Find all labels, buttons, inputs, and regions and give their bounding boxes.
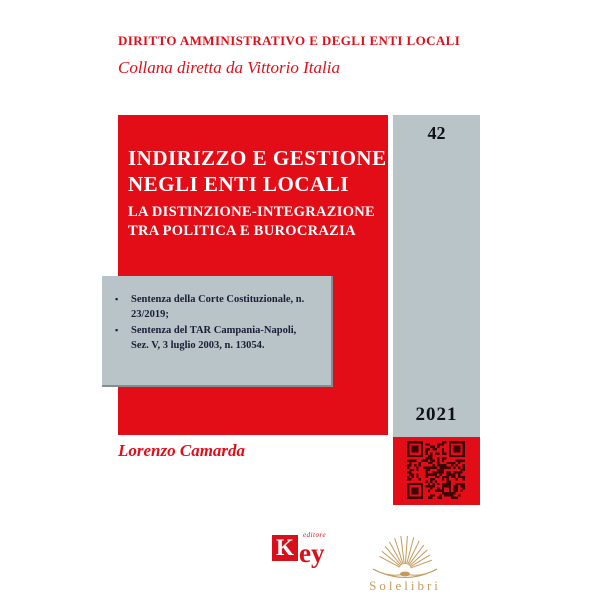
book-title-line2: NEGLI ENTI LOCALI (128, 172, 349, 196)
author-name: Lorenzo Camarda (118, 441, 246, 460)
key-editore-logo (272, 531, 327, 569)
sun-book-icon (353, 536, 457, 580)
series-title: DIRITTO AMMINISTRATIVO E DEGLI ENTI LOCALI (118, 33, 461, 48)
case-highlight-item: ▪ Sentenza del TAR Campania-Napoli, Sez. V, 3 luglio 2003, n. 13054. (112, 323, 312, 353)
key-logo-ey: ey (299, 538, 325, 568)
book-title (128, 145, 387, 197)
case-highlights-box (102, 276, 333, 387)
book-title-line1: INDIRIZZO E GESTIONE (128, 146, 387, 170)
solelibri-wordmark: Solelibri (369, 578, 441, 593)
series-editor-line: Collana diretta da Vittorio Italia (118, 58, 340, 77)
key-logo-editore-label: editore (303, 531, 327, 539)
case-highlight-item: ▪ Sentenza della Corte Costituzionale, n. 23/2019; (112, 292, 312, 322)
sun-rays (379, 536, 431, 568)
case-highlights-list (102, 276, 322, 353)
book-subtitle-line1: LA DISTINZIONE-INTEGRAZIONE (128, 204, 376, 220)
title-panel (118, 115, 388, 435)
book-subtitle-line2: TRA POLITICA E BUROCRAZIA (128, 223, 356, 239)
key-logo-k-icon: K (272, 535, 298, 561)
volume-year-panel (393, 115, 480, 437)
qr-panel (393, 437, 480, 505)
edition-year: 2021 (415, 404, 458, 425)
solelibri-logo (353, 536, 457, 594)
volume-number: 42 (427, 123, 446, 143)
book-subtitle (128, 203, 375, 241)
qr-code-icon (407, 441, 465, 499)
